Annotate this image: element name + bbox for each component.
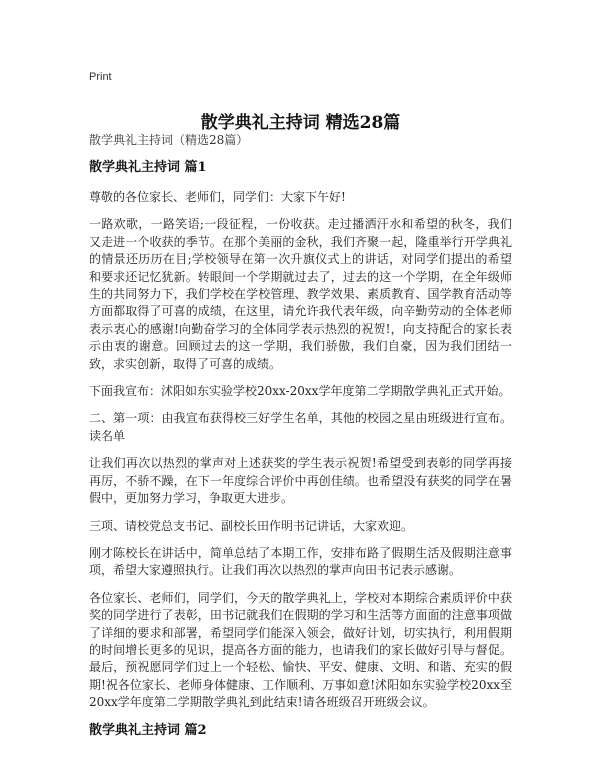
paragraph-congratulations: 让我们再次以热烈的掌声对上述获奖的学生表示祝贺!希望受到表彰的同学再接再厉，不骄不躁，在下一年度综合评价中再创佳绩。也希望没有获奖的同学在暑假中，更加努力学习，争取更大进步。 — [89, 456, 512, 506]
paragraph-item-three: 三项、请校党总支书记、副校长田作明书记讲话，大家欢迎。 — [89, 518, 414, 533]
paragraph-opening: 一路欢歌，一路笑语;一段征程，一份收获。走过播洒汗水和希望的秋冬，我们又走进一个收获的季节。在那个美丽的金秋，我们齐聚一起，隆重举行开学典礼的情景还历历在目;学校领导在第一次升旗仪式上的讲话，对同学们提出的希望和要求还记忆犹新。转眼间一个学期就过去了，过去的这一个学期，在全年级师生的共同努力下，我们学校在学校管理、教学效果、素质教育、国学教育活动等方面都取得了可喜的成绩，在这里，请允许我代表年级，向辛勤劳动的全体老师表示衷心的感谢!向勤奋学习的全体同学表示热烈的祝贺!，向支持配合的家长表示由衷的谢意。回顾过去的这一学期，我们骄傲，我们自豪，因为我们团结一致，求实创新，取得了可喜的成绩。 — [89, 217, 512, 371]
document-content — [89, 131, 512, 752]
section-heading-1: 散学典礼主持词 篇1 — [89, 160, 207, 175]
document-subtitle: 散学典礼主持词（精选28篇） — [89, 133, 249, 147]
paragraph-summary: 刚才陈校长在讲话中，简单总结了本期工作，安排布路了假期生活及假期注意事项，希望大家遵照执行。让我们再次以热烈的掌声向田书记表示感谢。 — [89, 545, 512, 578]
print-link[interactable]: Print — [89, 71, 112, 83]
paragraph-item-two: 二、第一项：由我宣布获得校三好学生名单，其他的校园之星由班级进行宣布。读名单 — [89, 411, 512, 443]
paragraph-greeting: 尊敬的各位家长、老师们，同学们：大家下午好! — [89, 190, 346, 204]
section-heading-2: 散学典礼主持词 篇2 — [89, 722, 207, 738]
paragraph-announcement: 下面我宣布：沭阳如东实验学校20xx-20xx学年度第二学期散学典礼正式开始。 — [89, 384, 511, 399]
paragraph-closing: 各位家长、老师们，同学们，今天的散学典礼上，学校对本期综合素质评价中获奖的同学进行了表彰，田书记就我们在假期的学习和生活等方面面的注意事项做了详细的要求和部署，希望同学们能深入领会，做好计划，切实执行，利用假期的时间增长更多的见识，提高各方面的能力，也请我们的家长做好引导与督促。最后，预祝愿同学们过上一个轻松、愉快、平安、健康、文明、和谐、充实的假期!祝各位家长、老师身体健康、工作顺利、万事如意!沭阳如东实验学校20xx至20xx学年度第二学期散学典礼到此结束!请各班级召开班级会议。 — [89, 590, 512, 710]
document-title: 散学典礼主持词 精选28篇 — [200, 113, 401, 134]
